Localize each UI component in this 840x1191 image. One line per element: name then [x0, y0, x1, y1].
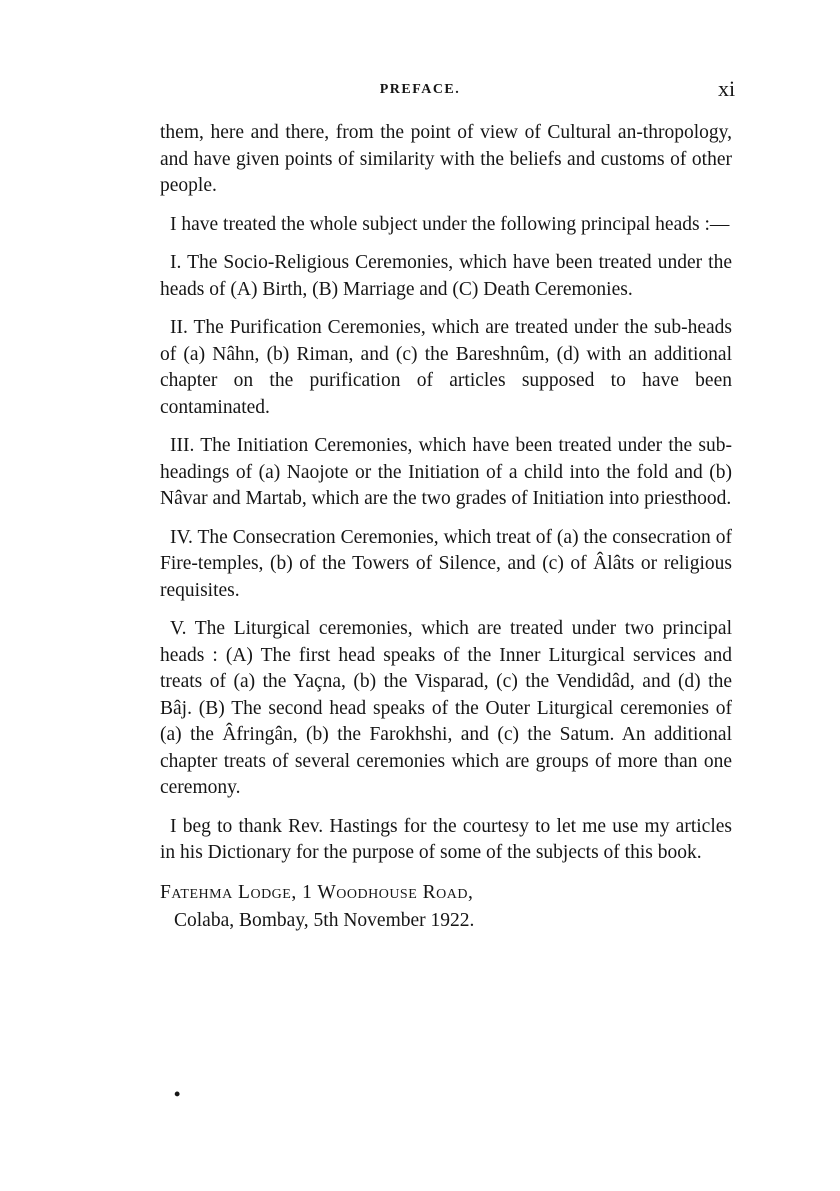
paragraph-head-iv: IV. The Consecration Ceremonies, which treat of (a) the consecration of Fire-temples, (b) of the Towers of Silence, and (c) of Âlâts or religious requisites. [160, 526, 732, 601]
paragraph-continuation: them, here and there, from the point of view of Cultural an-thropology, and have given points of similarity with the beliefs and customs of other people. [160, 122, 732, 196]
paragraph-principal-heads: I have treated the whole subject under the following principal heads :— [170, 213, 730, 235]
paragraph-head-ii: II. The Purification Ceremonies, which are treated under the sub-heads of (a) Nâhn, (b) Riman, and (c) the Bareshnûm, (d) with an additional chapter on the purification of articles supposed to have been contaminated. [160, 317, 732, 418]
signature-place-date: Colaba, Bombay, 5th November 1922. [174, 909, 475, 931]
paragraph-acknowledgement: I beg to thank Rev. Hastings for the courtesy to let me use my articles in his Dictionary for the purpose of some of the subjects of this book. [160, 815, 732, 863]
running-header-title: PREFACE. [379, 82, 461, 97]
paragraph-head-iii: III. The Initiation Ceremonies, which have been treated under the sub-headings of (a) Naojote or the Initiation of a child into the fold and (b) Nâvar and Martab, which are the two grades of Initiation into priesthood. [160, 435, 732, 509]
paragraph-head-i: I. The Socio-Religious Ceremonies, which have been treated under the heads of (A) Birth, (B) Marriage and (C) Death Ceremonies. [160, 252, 732, 300]
paragraph-head-v: V. The Liturgical ceremonies, which are treated under two principal heads : (A) The first head speaks of the Inner Liturgical services and treats of (a) the Yaçna, (b) the Visparad, (c) the Vendidâd, and (d) the Bâj. (B) The second head speaks of the Outer Liturgical ceremonies of (a) the Âfringân, (b) the Farokhshi, and (c) the Satum. An additional chapter treats of several ceremonies which are groups of more than one ceremony. [160, 618, 732, 798]
signature-address: Fatehma Lodge, 1 Woodhouse Road, [160, 881, 474, 903]
body-text [160, 120, 732, 935]
stray-mark: • [174, 1084, 181, 1104]
page-number: xi [718, 76, 736, 101]
